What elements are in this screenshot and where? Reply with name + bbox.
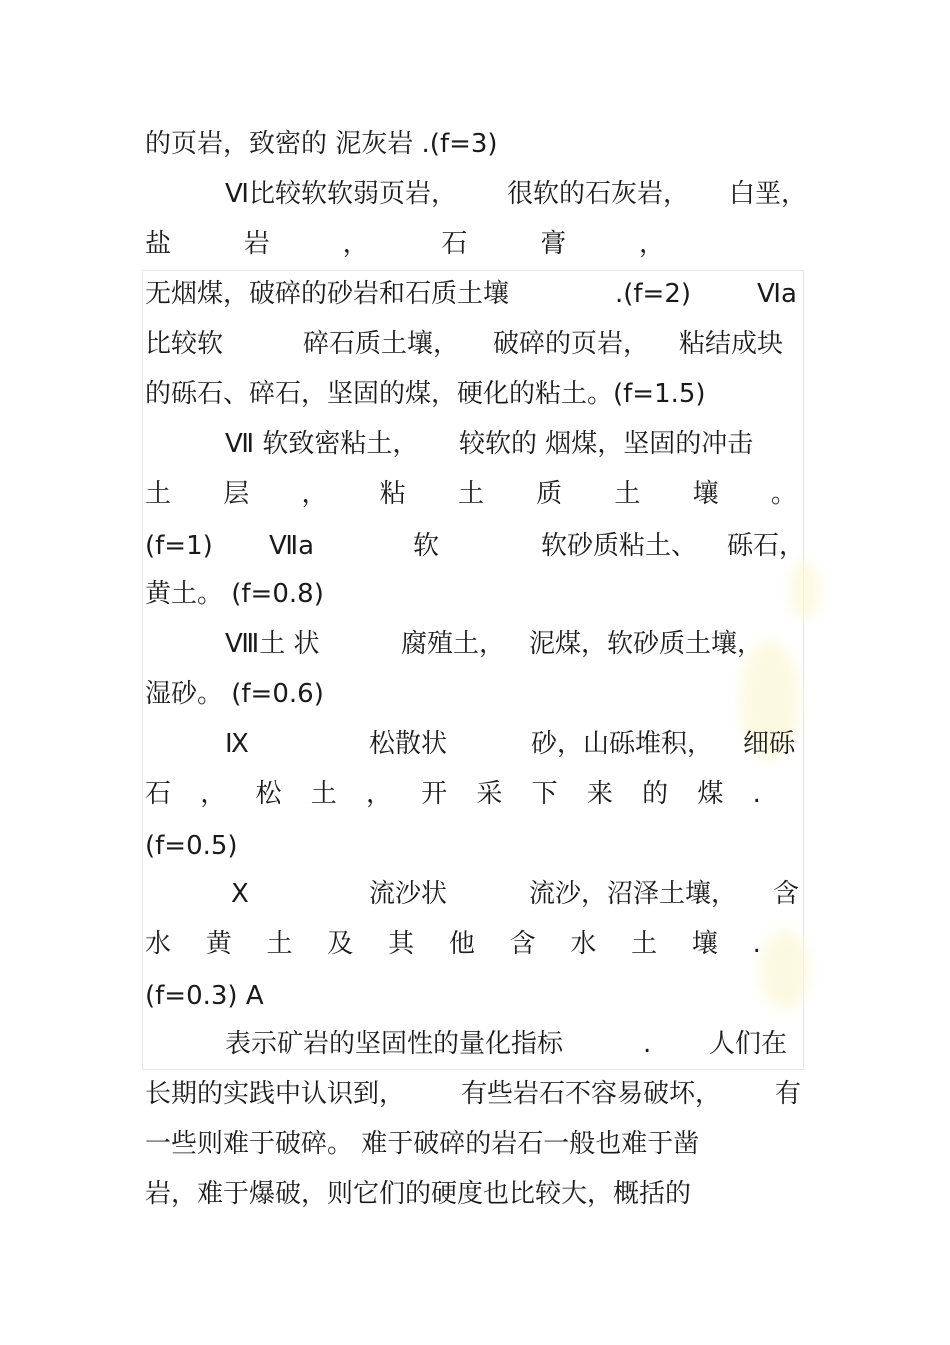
- text-line: [145, 274, 805, 314]
- text-segment: 含: [509, 929, 536, 959]
- text-segment: 无烟煤，破碎的砂岩和石质土壤: [145, 279, 510, 309]
- text-segment: 及: [327, 929, 354, 959]
- text-segment: 岩，难于爆破，则它们的硬度也比较大，概括的: [145, 1179, 692, 1209]
- text-line: [145, 724, 805, 764]
- text-segment: 壤: [692, 479, 719, 509]
- text-segment: 黄土。 (f=0.8): [145, 579, 324, 609]
- text-segment: 土: [145, 479, 172, 509]
- text-line: [145, 874, 805, 914]
- text-segment: ，: [638, 229, 665, 259]
- text-segment: 层: [223, 479, 250, 509]
- text-line: [145, 124, 805, 164]
- text-segment: 细砾: [743, 729, 796, 759]
- text-segment: 黄: [205, 929, 232, 959]
- text-line: [145, 424, 805, 464]
- text-segment: Ⅷ土 状: [225, 629, 320, 659]
- text-line: [145, 1174, 805, 1214]
- text-segment: 土: [457, 479, 484, 509]
- text-segment: 砂，山砾堆积，: [531, 729, 714, 759]
- text-segment: 下: [531, 779, 558, 809]
- text-line: [145, 674, 805, 714]
- text-segment: 的: [642, 779, 669, 809]
- text-segment: 砾石，: [727, 531, 806, 561]
- text-segment: 泥煤，软砂质土壤，: [529, 629, 764, 659]
- text-segment: ，: [365, 779, 392, 809]
- text-segment: 有些岩石不容易破坏，: [461, 1079, 722, 1109]
- text-segment: Ⅶa: [269, 531, 315, 561]
- text-line: [145, 374, 805, 414]
- text-segment: 的页岩，致密的 泥灰岩 .(f=3): [145, 129, 498, 159]
- text-segment: ，: [301, 479, 328, 509]
- text-line: [145, 774, 761, 814]
- text-segment: 土: [614, 479, 641, 509]
- text-line: [145, 1024, 805, 1064]
- text-segment: 水: [570, 929, 597, 959]
- text-segment: .(f=2): [615, 279, 692, 309]
- text-segment: 膏: [540, 229, 567, 259]
- text-segment: 土: [631, 929, 658, 959]
- text-segment: 开: [421, 779, 448, 809]
- text-segment: .: [643, 1029, 652, 1059]
- text-segment: 很软的石灰岩，: [507, 179, 690, 209]
- text-segment: 流沙，沼泽土壤，: [529, 879, 738, 909]
- text-segment: (f=0.5): [145, 831, 238, 861]
- text-segment: 煤: [697, 779, 724, 809]
- text-segment: 长期的实践中认识到，: [145, 1079, 406, 1109]
- text-line: [145, 1124, 805, 1164]
- text-line: [145, 174, 808, 214]
- text-segment: 破碎的页岩，: [493, 329, 650, 359]
- text-segment: 质: [536, 479, 563, 509]
- text-segment: .: [752, 929, 761, 959]
- text-segment: 白垩，: [729, 179, 808, 209]
- text-segment: 软砂质粘土、: [541, 531, 698, 561]
- text-segment: 有: [775, 1079, 802, 1109]
- text-segment: 土: [310, 779, 337, 809]
- text-segment: 流沙状: [369, 879, 448, 909]
- text-segment: 石: [145, 779, 172, 809]
- text-segment: (f=0.3) A: [145, 981, 264, 1011]
- text-segment: 比较软: [145, 329, 224, 359]
- text-segment: 采: [476, 779, 503, 809]
- text-segment: Ⅵ比较软软弱页岩，: [225, 179, 457, 209]
- text-segment: 盐: [145, 229, 172, 259]
- text-segment: 土: [266, 929, 293, 959]
- text-line: [145, 574, 805, 614]
- text-segment: ，: [342, 229, 369, 259]
- text-segment: .: [752, 779, 761, 809]
- text-line: [145, 224, 665, 264]
- text-segment: 较软的 烟煤，坚固的冲击: [459, 429, 754, 459]
- text-segment: Ⅵa: [757, 279, 797, 309]
- text-segment: Ⅶ 软致密粘土，: [225, 429, 419, 459]
- text-segment: ，: [200, 779, 227, 809]
- text-segment: 石: [441, 229, 468, 259]
- text-segment: Ⅸ: [225, 729, 249, 759]
- text-segment: 壤: [691, 929, 718, 959]
- text-segment: 表示矿岩的坚固性的量化指标: [225, 1029, 564, 1059]
- text-segment: 岩: [243, 229, 270, 259]
- text-segment: 其: [388, 929, 415, 959]
- text-line: [145, 474, 797, 514]
- text-segment: (f=1): [145, 531, 213, 561]
- text-segment: 的砾石、碎石，坚固的煤，硬化的粘土。(f=1.5): [145, 379, 706, 409]
- text-segment: 含: [773, 879, 800, 909]
- text-segment: Ⅹ: [231, 879, 249, 909]
- text-segment: 。: [770, 479, 797, 509]
- text-line: [145, 624, 805, 664]
- text-segment: 来: [586, 779, 613, 809]
- text-segment: 他: [448, 929, 475, 959]
- text-line: [145, 826, 805, 866]
- text-segment: 粘: [379, 479, 406, 509]
- text-segment: 软: [413, 531, 440, 561]
- text-segment: 松: [255, 779, 282, 809]
- text-segment: 人们在: [709, 1029, 788, 1059]
- text-segment: 碎石质土壤，: [303, 329, 460, 359]
- text-segment: 水: [145, 929, 172, 959]
- text-line: [145, 976, 805, 1016]
- text-segment: 粘结成块: [679, 329, 784, 359]
- text-line: [145, 924, 761, 964]
- text-segment: 一些则难于破碎。 难于破碎的岩石一般也难于凿: [145, 1129, 700, 1159]
- text-segment: 湿砂。 (f=0.6): [145, 679, 324, 709]
- text-line: [145, 526, 805, 566]
- text-line: [145, 324, 805, 364]
- text-line: [145, 1074, 805, 1114]
- text-segment: 松散状: [369, 729, 448, 759]
- text-segment: 腐殖土，: [401, 629, 506, 659]
